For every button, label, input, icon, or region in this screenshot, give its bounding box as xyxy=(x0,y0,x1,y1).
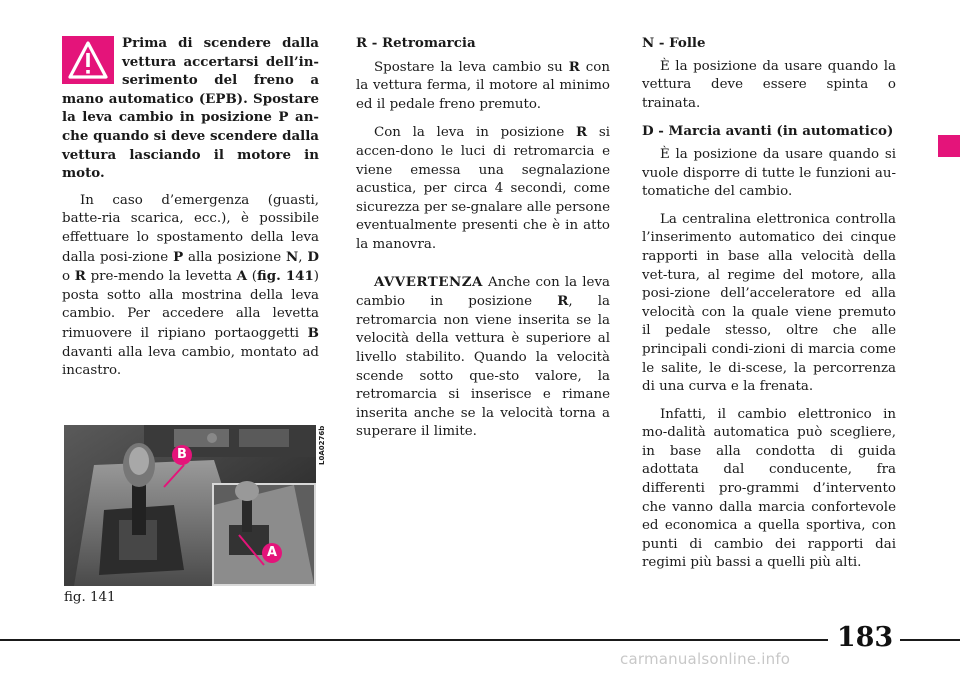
warning-box xyxy=(62,36,114,84)
heading-neutral: N - Folle xyxy=(642,35,706,51)
reverse-paragraph-1: Spostare la leva cambio su R con la vettura ferma, il motore al minimo ed il pedale freno premuto. xyxy=(356,58,610,112)
heading-drive: D - Marcia avanti (in automatico) xyxy=(642,123,894,140)
reverse-paragraph-2: Con la leva in posizione R si accen-dono le luci di retromarcia e viene emessa una segnalazione acustica, per circa 4 secondi, come sicurezza per se-gnalare alle persone eventualmente presenti che è in atto la manovra. xyxy=(356,124,610,252)
emergency-paragraph: In caso d’emergenza (guasti, batte-ria scarica, ecc.), è possibile effettuare lo spostamento della leva dalla posi-zione P alla posizione N, D o R pre-mendo la levetta A (fig. 141) posta sotto alla mostrina della leva cambio. Per accedere alla levetta rimuovere il ripiano portaoggetti B davanti alla leva cambio, montato ad incastro. xyxy=(62,192,320,379)
footer-rule-left xyxy=(0,639,828,641)
section-tab-marker xyxy=(938,135,960,157)
label-b-marker: B xyxy=(172,445,192,465)
drive-paragraph-1: È la posizione da usare quando si vuole disporre di tutte le funzioni au-tomatiche del cambio. xyxy=(642,146,896,200)
label-a-marker: A xyxy=(262,543,282,563)
heading-reverse: R - Retromarcia xyxy=(356,35,476,51)
figure-reference: fig. 141 xyxy=(256,268,314,285)
footer-rule-right xyxy=(900,639,960,641)
figure-caption: fig. 141 xyxy=(64,590,116,605)
figure-code: L0A0276b xyxy=(318,425,326,465)
drive-paragraph-2: La centralina elettronica controlla l’inserimento automatico dei cinque rapporti in base alla velocità della vet-tura, al regime del motore, alla posi-zione dell’acceleratore ed alla velocità con la quale viene premuto il pedale stesso, oltre che alle principali condi-zioni di marcia come le salite, le di-scese, la percorrenza di una curva e la frenata. xyxy=(642,211,896,395)
neutral-paragraph: È la posizione da usare quando la vettura deve essere spinta o trainata. xyxy=(642,58,896,111)
watermark-text: carmanualsonline.info xyxy=(620,650,791,668)
warning-label: AVVERTENZA xyxy=(374,273,483,290)
column-right xyxy=(642,34,896,573)
gear-lever-photo xyxy=(64,425,316,586)
drive-paragraph-3: Infatti, il cambio elettronico in mo-dalità automatica può scegliere, in base alla condotta di guida adottata dal conducente, fra differenti pro-grammi d’intervento che vanno dalla marcia confortevole ed economica a quella sportiva, con punti di cambio dei rapporti dai regimi più bassi a quelli più alti. xyxy=(642,406,896,571)
page-number: 183 xyxy=(836,622,894,653)
reverse-warning-paragraph: AVVERTENZA Anche con la leva cambio in posizione R, la retromarcia non viene inserita se la velocità della vettura è superiore al livello stabilito. Quando la velocità scende sotto que-sto valore, la retromarcia si inserisce e rimane inserita anche se la velocità torna a superare il limite. xyxy=(356,273,610,440)
warning-text: Prima di scendere dalla vettura accertarsi dell’in-serimento del freno a mano automatico (EPB). Spostare la leva cambio in posizione P an-che quando si deve scendere dalla vettura lasciando il motore in moto. xyxy=(62,35,319,182)
column-middle xyxy=(356,34,610,442)
column-left xyxy=(62,34,319,381)
warning-triangle-icon xyxy=(68,40,108,80)
